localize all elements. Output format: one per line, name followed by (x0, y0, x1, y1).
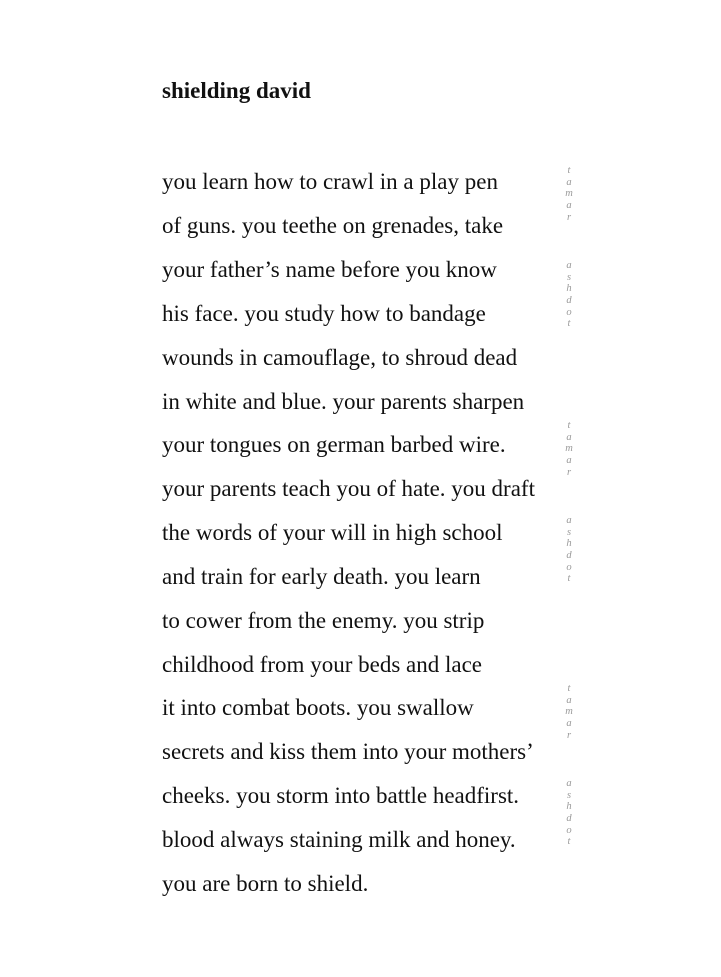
margin-word-vertical (563, 515, 575, 585)
poem-line: it into combat boots. you swallow (162, 695, 474, 720)
margin-letter: m (565, 443, 573, 455)
poem-line: your father’s name before you know (162, 257, 497, 282)
margin-letter: a (566, 176, 572, 188)
margin-letter: t (567, 573, 571, 585)
margin-letter: a (566, 455, 572, 467)
margin-word-vertical (563, 260, 575, 330)
poem-line: his face. you study how to bandage (162, 301, 486, 326)
poem-line: of guns. you teethe on grenades, take (162, 213, 504, 238)
margin-letter: a (566, 260, 572, 271)
margin-letter: o (566, 306, 572, 318)
margin-letter: a (566, 515, 572, 526)
poem-body (162, 0, 682, 977)
margin-letter: d (566, 550, 572, 562)
poem-line: cheeks. you storm into battle headfirst. (162, 783, 520, 808)
margin-letter: s (566, 271, 572, 283)
poem-line: you are born to shield. (162, 871, 369, 896)
margin-letter: h (566, 801, 572, 813)
poem-line: and train for early death. you learn (162, 564, 481, 589)
poem-line: the words of your will in high school (162, 520, 503, 545)
margin-letter: s (566, 789, 572, 801)
margin-letter: a (566, 694, 572, 706)
poem-line: in white and blue. your parents sharpen (162, 389, 525, 414)
poem-line: to cower from the enemy. you strip (162, 608, 485, 633)
margin-letter: o (566, 824, 572, 836)
margin-letter: a (566, 431, 572, 443)
margin-letter: h (566, 538, 572, 550)
margin-word-vertical (563, 165, 575, 223)
poem-line: secrets and kiss them into your mothers’ (162, 739, 534, 764)
poem-line: your parents teach you of hate. you draft (162, 476, 535, 501)
poem-line: you learn how to crawl in a play pen (162, 169, 498, 194)
poem-title: shielding david (162, 78, 311, 103)
margin-letter: t (567, 165, 571, 176)
margin-letter: h (566, 283, 572, 295)
margin-letter: d (566, 295, 572, 307)
margin-letter: t (567, 420, 571, 431)
poem-line: your tongues on german barbed wire. (162, 432, 506, 457)
margin-letter: t (567, 836, 571, 848)
margin-letter: m (565, 188, 573, 200)
margin-letter: d (566, 813, 572, 825)
margin-word-vertical (563, 420, 575, 478)
margin-letter: r (566, 729, 572, 741)
margin-letter: a (566, 200, 572, 212)
margin-letter: a (566, 778, 572, 789)
margin-word-vertical (563, 778, 575, 848)
margin-letter: t (567, 683, 571, 694)
margin-letter: t (567, 318, 571, 330)
margin-letter: r (566, 211, 572, 223)
margin-letter: m (565, 706, 573, 718)
margin-letter: s (566, 526, 572, 538)
margin-letter: r (566, 466, 572, 478)
margin-letter: o (566, 561, 572, 573)
margin-word-vertical (563, 683, 575, 741)
poem-line: blood always staining milk and honey. (162, 827, 516, 852)
poem-line: wounds in camouflage, to shroud dead (162, 345, 518, 370)
margin-letter: a (566, 718, 572, 730)
poem-line: childhood from your beds and lace (162, 652, 482, 677)
